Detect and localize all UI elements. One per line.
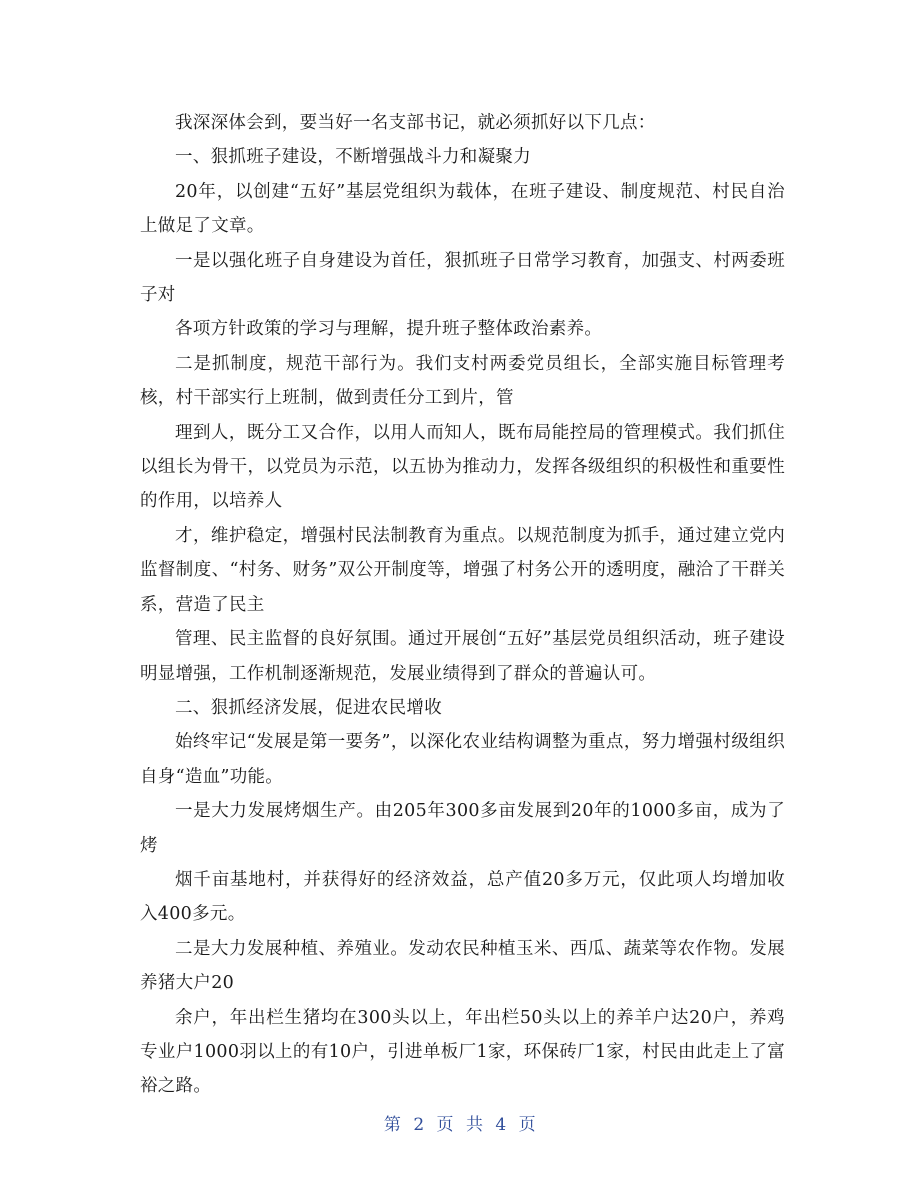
current-page-number: 2 (413, 1115, 425, 1135)
section-heading: 二、狠抓经济发展，促进农民增收 (175, 697, 442, 718)
paragraph: 各项方针政策的学习与理解，提升班子整体政治素养。 (175, 319, 603, 340)
paragraph: 我深深体会到，要当好一名支部书记，就必须抓好以下几点： (175, 113, 656, 133)
paragraph: 余户，年出栏生猪均在300头以上，年出栏50头以上的养羊户达20户，养鸡专业户1000羽以上的有10户，引进单板厂1家，环保砖厂1家，村民由此走上了富裕之路。 (140, 1007, 785, 1097)
page-label-prefix: 第 (383, 1115, 402, 1135)
paragraph: 一是大力发展烤烟生产。由205年300多亩发展到20年的1000多亩，成为了烤 (140, 801, 785, 856)
page-label-suffix: 页 (518, 1115, 537, 1135)
total-label: 共 (465, 1115, 484, 1135)
paragraph: 20年，以创建“五好”基层党组织为载体，在班子建设、制度规范、村民自治上做足了文章。 (140, 181, 785, 237)
paragraph: 二是大力发展种植、养殖业。发动农民种植玉米、西瓜、蔬菜等农作物。发展养猪大户20 (140, 938, 785, 994)
paragraph: 管理、民主监督的良好氛围。通过开展创“五好”基层党员组织活动，班子建设明显增强，工作机制逐渐规范，发展业绩得到了群众的普遍认可。 (140, 629, 785, 684)
page-label-mid: 页 (436, 1115, 455, 1135)
paragraph: 二是抓制度，规范干部行为。我们支村两委党员组长，全部实施目标管理考核，村干部实行上班制，做到责任分工到片，管 (140, 353, 785, 409)
page-footer (0, 1110, 920, 1135)
total-pages-number: 4 (495, 1115, 507, 1135)
paragraph: 才，维护稳定，增强村民法制教育为重点。以规范制度为抓手，通过建立党内监督制度、“村务、财务”双公开制度等，增强了村务公开的透明度，融洽了干群关系，营造了民主 (140, 525, 785, 615)
document-body (140, 106, 785, 1104)
paragraph: 一是以强化班子自身建设为首任，狠抓班子日常学习教育，加强支、村两委班子对 (140, 250, 785, 306)
paragraph: 始终牢记“发展是第一要务”，以深化农业结构调整为重点，努力增强村级组织自身“造血”功能。 (140, 732, 785, 787)
section-heading: 一、狠抓班子建设，不断增强战斗力和凝聚力 (175, 147, 531, 168)
paragraph: 烟千亩基地村，并获得好的经济效益，总产值20多万元，仅此项人均增加收入400多元。 (140, 869, 785, 925)
paragraph: 理到人，既分工又合作，以用人而知人，既布局能控局的管理模式。我们抓住以组长为骨干，以党员为示范，以五协为推动力，发挥各级组织的积极性和重要性的作用，以培养人 (140, 422, 785, 512)
